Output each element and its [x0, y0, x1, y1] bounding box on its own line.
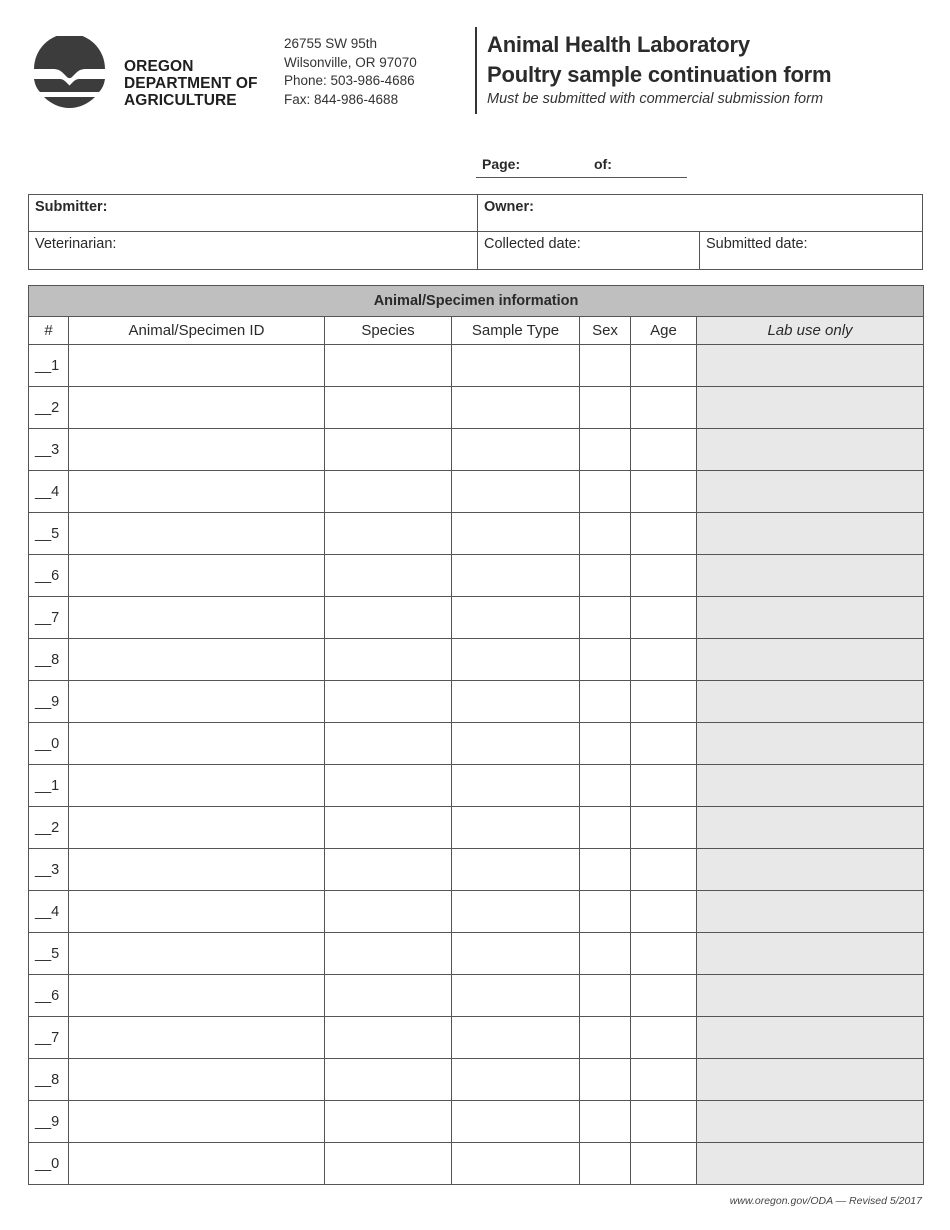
lab-use-cell	[697, 513, 924, 555]
species-cell[interactable]	[325, 1101, 452, 1143]
row-number: __9	[29, 681, 69, 723]
specimen-id-cell[interactable]	[69, 471, 325, 513]
col-header-lab-use: Lab use only	[697, 317, 924, 345]
sex-cell[interactable]	[580, 1059, 631, 1101]
sample-type-cell[interactable]	[452, 681, 580, 723]
submitter-label: Submitter:	[35, 199, 108, 215]
sample-type-cell[interactable]	[452, 513, 580, 555]
specimen-id-cell[interactable]	[69, 849, 325, 891]
species-cell[interactable]	[325, 639, 452, 681]
row-number: __7	[29, 597, 69, 639]
sample-type-cell[interactable]	[452, 975, 580, 1017]
row-number: __0	[29, 723, 69, 765]
table-row	[29, 891, 924, 933]
specimen-id-cell[interactable]	[69, 429, 325, 471]
age-cell[interactable]	[631, 639, 697, 681]
lab-use-cell	[697, 723, 924, 765]
address-phone: Phone: 503-986-4686	[284, 73, 415, 88]
specimen-id-cell[interactable]	[69, 1143, 325, 1185]
specimen-id-cell[interactable]	[69, 765, 325, 807]
sample-type-cell[interactable]	[452, 807, 580, 849]
oda-logo	[32, 36, 107, 109]
row-number: __1	[29, 765, 69, 807]
species-cell[interactable]	[325, 387, 452, 429]
species-cell[interactable]	[325, 891, 452, 933]
table-row	[29, 597, 924, 639]
lab-use-cell	[697, 597, 924, 639]
sex-cell[interactable]	[580, 597, 631, 639]
lab-use-cell	[697, 429, 924, 471]
species-cell[interactable]	[325, 933, 452, 975]
row-number: __0	[29, 1143, 69, 1185]
form-title-line-2: Poultry sample continuation form	[487, 62, 832, 87]
owner-label: Owner:	[484, 199, 534, 215]
sex-cell[interactable]	[580, 471, 631, 513]
lab-use-cell	[697, 345, 924, 387]
species-cell[interactable]	[325, 723, 452, 765]
submitter-field[interactable]	[29, 195, 477, 231]
species-cell[interactable]	[325, 345, 452, 387]
collected-date-label: Collected date:	[484, 236, 581, 252]
table-row	[29, 681, 924, 723]
age-cell[interactable]	[631, 681, 697, 723]
species-cell[interactable]	[325, 1017, 452, 1059]
age-cell[interactable]	[631, 891, 697, 933]
table-row	[29, 933, 924, 975]
col-header-sample-type: Sample Type	[452, 317, 580, 345]
age-cell[interactable]	[631, 807, 697, 849]
row-number: __5	[29, 933, 69, 975]
lab-use-cell	[697, 1059, 924, 1101]
owner-field[interactable]	[478, 195, 922, 231]
specimen-id-cell[interactable]	[69, 1101, 325, 1143]
species-cell[interactable]	[325, 849, 452, 891]
row-number: __8	[29, 1059, 69, 1101]
sample-type-cell[interactable]	[452, 765, 580, 807]
sex-cell[interactable]	[580, 765, 631, 807]
lab-use-cell	[697, 387, 924, 429]
species-cell[interactable]	[325, 807, 452, 849]
species-cell[interactable]	[325, 513, 452, 555]
table-row	[29, 849, 924, 891]
submitter-info-box	[28, 194, 923, 270]
lab-use-cell	[697, 849, 924, 891]
sex-cell[interactable]	[580, 345, 631, 387]
specimen-id-cell[interactable]	[69, 387, 325, 429]
species-cell[interactable]	[325, 975, 452, 1017]
species-cell[interactable]	[325, 429, 452, 471]
specimen-id-cell[interactable]	[69, 681, 325, 723]
specimen-table-banner: Animal/Specimen information	[29, 286, 924, 317]
sex-cell[interactable]	[580, 681, 631, 723]
age-cell[interactable]	[631, 1143, 697, 1185]
org-name-line-3: AGRICULTURE	[124, 92, 237, 109]
sex-cell[interactable]	[580, 723, 631, 765]
organization-name	[124, 58, 258, 109]
specimen-id-cell[interactable]	[69, 1017, 325, 1059]
specimen-id-cell[interactable]	[69, 1059, 325, 1101]
sample-type-cell[interactable]	[452, 471, 580, 513]
species-cell[interactable]	[325, 1143, 452, 1185]
sex-cell[interactable]	[580, 1017, 631, 1059]
sex-cell[interactable]	[580, 429, 631, 471]
age-cell[interactable]	[631, 723, 697, 765]
species-cell[interactable]	[325, 471, 452, 513]
age-cell[interactable]	[631, 765, 697, 807]
specimen-id-cell[interactable]	[69, 597, 325, 639]
species-cell[interactable]	[325, 597, 452, 639]
sample-type-cell[interactable]	[452, 1017, 580, 1059]
col-header-sex: Sex	[580, 317, 631, 345]
sample-type-cell[interactable]	[452, 387, 580, 429]
col-header-specimen-id: Animal/Specimen ID	[69, 317, 325, 345]
sample-type-cell[interactable]	[452, 1143, 580, 1185]
table-row	[29, 1101, 924, 1143]
age-cell[interactable]	[631, 387, 697, 429]
specimen-id-cell[interactable]	[69, 807, 325, 849]
specimen-id-cell[interactable]	[69, 891, 325, 933]
age-cell[interactable]	[631, 1101, 697, 1143]
row-number: __3	[29, 429, 69, 471]
sample-type-cell[interactable]	[452, 723, 580, 765]
lab-use-cell	[697, 765, 924, 807]
veterinarian-field[interactable]	[29, 232, 477, 269]
table-row	[29, 387, 924, 429]
table-row	[29, 1017, 924, 1059]
lab-use-cell	[697, 891, 924, 933]
table-row	[29, 765, 924, 807]
row-number: __9	[29, 1101, 69, 1143]
sex-cell[interactable]	[580, 555, 631, 597]
age-cell[interactable]	[631, 429, 697, 471]
row-number: __7	[29, 1017, 69, 1059]
org-name-line-2: DEPARTMENT OF	[124, 75, 258, 92]
row-number: __6	[29, 975, 69, 1017]
specimen-table-body	[29, 345, 924, 1185]
veterinarian-label: Veterinarian:	[35, 236, 117, 252]
sample-type-cell[interactable]	[452, 345, 580, 387]
sex-cell[interactable]	[580, 1143, 631, 1185]
table-row	[29, 555, 924, 597]
species-cell[interactable]	[325, 681, 452, 723]
sample-type-cell[interactable]	[452, 1101, 580, 1143]
sex-cell[interactable]	[580, 933, 631, 975]
table-row	[29, 1143, 924, 1185]
age-cell[interactable]	[631, 345, 697, 387]
specimen-id-cell[interactable]	[69, 723, 325, 765]
lab-use-cell	[697, 1143, 924, 1185]
specimen-id-cell[interactable]	[69, 933, 325, 975]
age-cell[interactable]	[631, 597, 697, 639]
sample-type-cell[interactable]	[452, 555, 580, 597]
age-cell[interactable]	[631, 555, 697, 597]
species-cell[interactable]	[325, 765, 452, 807]
row-number: __2	[29, 807, 69, 849]
age-cell[interactable]	[631, 1059, 697, 1101]
lab-use-cell	[697, 933, 924, 975]
col-header-age: Age	[631, 317, 697, 345]
col-header-species: Species	[325, 317, 452, 345]
sample-type-cell[interactable]	[452, 933, 580, 975]
row-number: __2	[29, 387, 69, 429]
row-number: __5	[29, 513, 69, 555]
table-row	[29, 513, 924, 555]
sample-type-cell[interactable]	[452, 891, 580, 933]
sex-cell[interactable]	[580, 1101, 631, 1143]
age-cell[interactable]	[631, 933, 697, 975]
table-row	[29, 723, 924, 765]
header-divider	[475, 27, 477, 114]
table-row	[29, 639, 924, 681]
sample-type-cell[interactable]	[452, 1059, 580, 1101]
age-cell[interactable]	[631, 1017, 697, 1059]
footer-revision: www.oregon.gov/ODA — Revised 5/2017	[729, 1195, 922, 1207]
lab-use-cell	[697, 639, 924, 681]
age-cell[interactable]	[631, 975, 697, 1017]
form-title-block	[487, 30, 831, 108]
specimen-id-cell[interactable]	[69, 555, 325, 597]
sex-cell[interactable]	[580, 387, 631, 429]
specimen-id-cell[interactable]	[69, 639, 325, 681]
species-cell[interactable]	[325, 555, 452, 597]
row-number: __1	[29, 345, 69, 387]
collected-date-field[interactable]	[478, 232, 699, 269]
lab-use-cell	[697, 681, 924, 723]
org-name-line-1: OREGON	[124, 58, 194, 75]
sex-cell[interactable]	[580, 807, 631, 849]
form-title-line-1: Animal Health Laboratory	[487, 32, 750, 57]
species-cell[interactable]	[325, 1059, 452, 1101]
table-row	[29, 975, 924, 1017]
sample-type-cell[interactable]	[452, 429, 580, 471]
address-street: 26755 SW 95th	[284, 36, 378, 51]
col-header-number: #	[29, 317, 69, 345]
row-number: __8	[29, 639, 69, 681]
lab-use-cell	[697, 975, 924, 1017]
lab-use-cell	[697, 471, 924, 513]
age-cell[interactable]	[631, 471, 697, 513]
submitted-date-field[interactable]	[700, 232, 922, 269]
sample-type-cell[interactable]	[452, 849, 580, 891]
address-city: Wilsonville, OR 97070	[284, 54, 417, 70]
table-row	[29, 807, 924, 849]
lab-use-cell	[697, 1101, 924, 1143]
sex-cell[interactable]	[580, 849, 631, 891]
sex-cell[interactable]	[580, 891, 631, 933]
specimen-id-cell[interactable]	[69, 513, 325, 555]
sample-type-cell[interactable]	[452, 639, 580, 681]
age-cell[interactable]	[631, 513, 697, 555]
sample-type-cell[interactable]	[452, 597, 580, 639]
sex-cell[interactable]	[580, 513, 631, 555]
age-cell[interactable]	[631, 849, 697, 891]
specimen-id-cell[interactable]	[69, 345, 325, 387]
lab-use-cell	[697, 555, 924, 597]
submitted-date-label: Submitted date:	[706, 236, 808, 252]
page-number-field[interactable]	[476, 152, 687, 178]
table-row	[29, 345, 924, 387]
table-row	[29, 1059, 924, 1101]
organization-address	[284, 35, 417, 109]
row-number: __3	[29, 849, 69, 891]
sex-cell[interactable]	[580, 975, 631, 1017]
of-label: of:	[594, 156, 612, 172]
row-number: __4	[29, 471, 69, 513]
lab-use-cell	[697, 1017, 924, 1059]
sex-cell[interactable]	[580, 639, 631, 681]
form-subtitle: Must be submitted with commercial submission form	[487, 91, 824, 107]
specimen-id-cell[interactable]	[69, 975, 325, 1017]
specimen-table	[28, 285, 924, 1185]
page-label: Page:	[482, 156, 521, 172]
row-number: __6	[29, 555, 69, 597]
lab-use-cell	[697, 807, 924, 849]
table-row	[29, 471, 924, 513]
address-fax: Fax: 844-986-4688	[284, 91, 399, 107]
table-row	[29, 429, 924, 471]
row-number: __4	[29, 891, 69, 933]
